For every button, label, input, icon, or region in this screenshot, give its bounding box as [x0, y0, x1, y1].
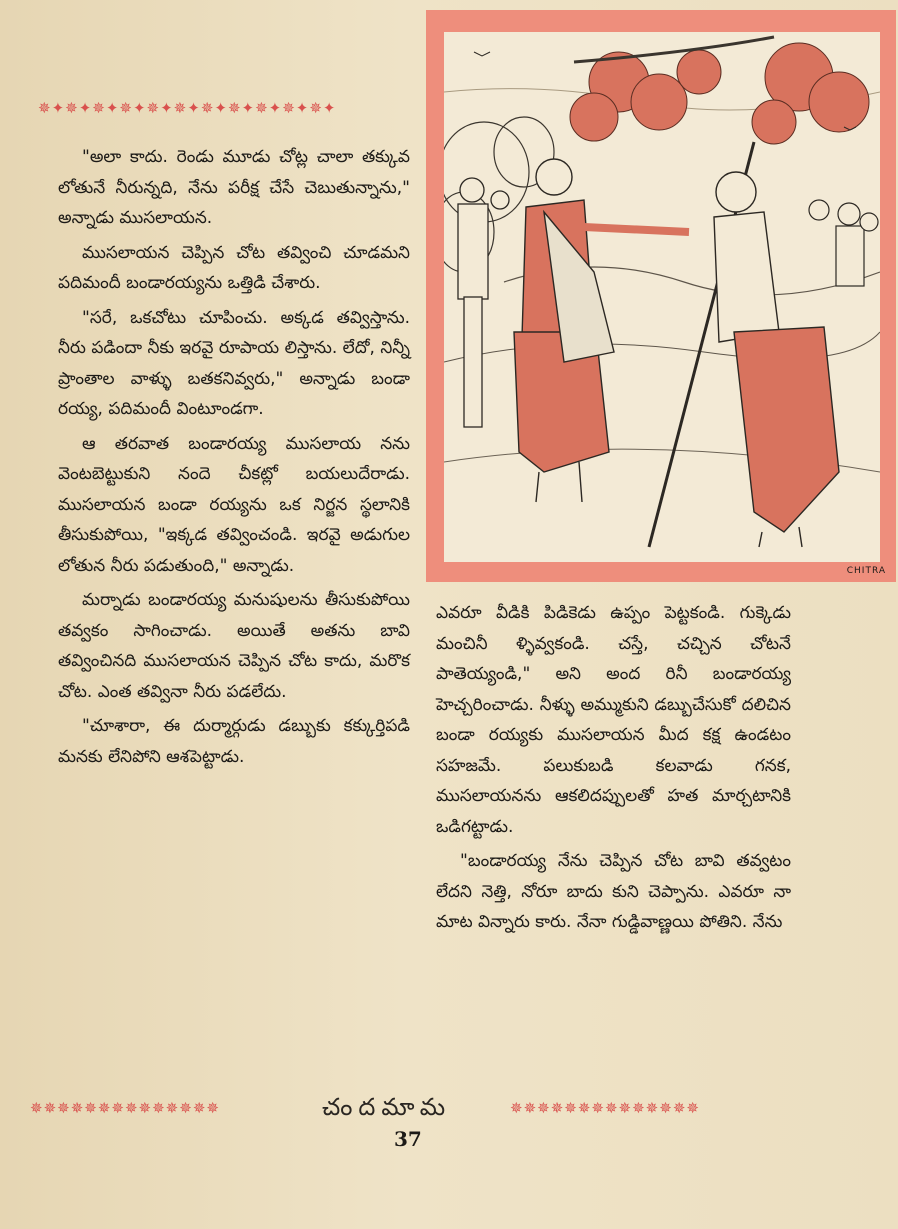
paragraph: మర్నాడు బండారయ్య మనుషులను తీసుకుపోయి తవ్వకం సాగించాడు. అయితే అతను బావి తవ్వించినది ముసలాయన చెప్పిన చోట కాదు, మరొక చోట. ఎంత తవ్వినా నీరు పడలేదు.	[58, 590, 410, 702]
illustration-drawing	[444, 32, 880, 562]
paragraph: "సరే, ఒకచోటు చూపించు. అక్కడ తవ్విస్తాను. నీరు పడిందా నీకు ఇరవై రూపాయ లిస్తాను. లేదో, నిన్నీ ప్రాంతాల వాళ్ళు బతకనివ్వరు," అన్నాడు బండా రయ్య, పదిమందీ వింటూండగా.	[58, 307, 410, 419]
page-number: 37	[394, 1127, 422, 1151]
paragraph: "బండారయ్య నేను చెప్పిన చోట బావి తవ్వటం లేదని నెత్తి, నోరూ బాదు కుని చెప్పాను. ఎవరూ నా మాట విన్నారు కారు. నేనా గుడ్డివాణ్ణయి పోతిని. నేను	[436, 851, 791, 932]
paragraph: ఎవరూ వీడికి పిడికెడు ఉప్పం పెట్టకండి. గుక్కెడు మంచినీ ళ్ళివ్వకండి. చస్తే, చచ్చిన చోటనే పాతెయ్యండి," అని అంద రినీ బండారయ్య హెచ్చరించాడు. నీళ్ళు అమ్ముకుని డబ్బుచేసుకో దలిచిన బండా రయ్యకు ముసలాయన మీద కక్ష ఉండటం సహజమే. పలుకుబడి కలవాడు గనక, ముసలాయనను ఆకలిదప్పులతో హత మార్చటానికి ఒడిగట్టాడు.	[436, 603, 791, 837]
footer-ornament-right: ✵✵✵✵✵✵✵✵✵✵✵✵✵✵	[510, 1099, 700, 1117]
paragraph: ముసలాయన చెప్పిన చోట తవ్వించి చూడమని పదిమందీ బండారయ్యను ఒత్తిడి చేశారు.	[58, 242, 410, 293]
paragraph: ఆ తరవాత బండారయ్య ముసలాయ నను వెంటబెట్టుకుని నందె చీకట్లో బయలుదేరాడు. ముసలాయన బండా రయ్యను ఒక నిర్జన స్థలానికి తీసుకుపోయి, "ఇక్కడ తవ్వించండి. ఇరవై అడుగుల లోతున నీరు పడుతుంది," అన్నాడు.	[58, 433, 410, 576]
top-ornament-border: ✵✦✵✦✵✦✵✦✵✦✵✦✵✦✵✦✵✦✵✦✵✦	[38, 99, 337, 117]
footer-ornament-left: ✵✵✵✵✵✵✵✵✵✵✵✵✵✵	[30, 1099, 220, 1117]
magazine-title: చందమామ	[322, 1093, 452, 1121]
left-text-column	[58, 142, 410, 776]
story-illustration	[426, 10, 896, 582]
illustrator-signature: CHITRA	[846, 566, 886, 576]
paragraph: "అలా కాదు. రెండు మూడు చోట్ల చాలా తక్కువ లోతునే నీరున్నది, నేను పరీక్ష చేసే చెబుతున్నాను," అన్నాడు ముసలాయన.	[58, 147, 410, 228]
paragraph: "చూశారా, ఈ దుర్మార్గుడు డబ్బుకు కక్కుర్తిపడి మనకు లేనిపోని ఆశపెట్టాడు.	[58, 716, 410, 767]
right-text-column	[436, 598, 791, 942]
